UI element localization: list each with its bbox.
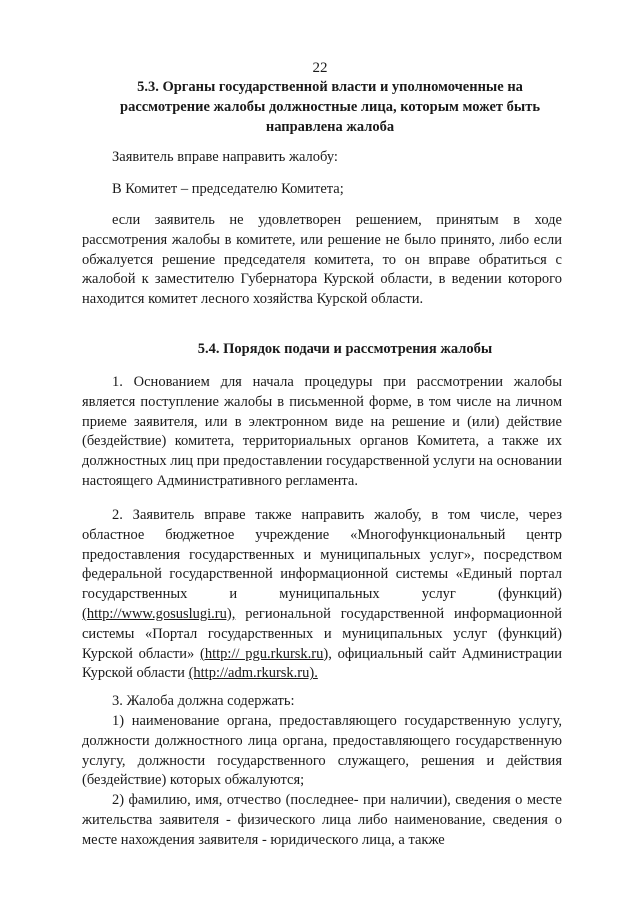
section-5-3-heading: 5.3. Органы государственной власти и уполномоченные на рассмотрение жалобы должностные лица, которым может быть направлена жалоба — [120, 79, 540, 135]
paragraph-2-text-after: официальный сайт Администрации Курской области — [82, 645, 562, 682]
paragraph-2-text-middle: региональной государственной информационной системы «Портал государственных и муниципальных услуг (функций) Курской области» — [82, 605, 563, 662]
section-5-3-paragraph-3: если заявитель не удовлетворен решением, принятым в ходе рассмотрения жалобы в комитете, или решение не было принято, либо если обжалуется решение председателя комитета, то он вправе обратиться с жалобой к заместителю Губернатора Курской области, в ведении которого находится комитет лесного хозяйства Курской области. — [82, 212, 562, 308]
gosuslugi-link[interactable]: (http://www.gosuslugi.ru), — [82, 605, 236, 622]
section-5-3-paragraph-1: Заявитель вправе направить жалобу: — [112, 149, 338, 165]
page-number: 22 — [312, 60, 328, 76]
section-5-4-heading: 5.4. Порядок подачи и рассмотрения жалобы — [197, 341, 493, 357]
adm-link[interactable]: (http://adm.rkursk.ru). — [188, 665, 318, 682]
section-5-4-paragraph-2 — [82, 506, 562, 684]
section-5-4-paragraph-3: 3. Жалоба должна содержать: — [112, 693, 295, 709]
paragraph-2-text-before: 2. Заявитель вправе также направить жалобу, в том числе, через областное бюджетное учреждение «Многофункциональный центр предоставления государственных и муниципальных услуг», посредством федеральной государственной информационной системы «Единый портал государственных и муниципальных услуг (функций) — [82, 507, 562, 603]
pgu-link[interactable]: (http:// pgu.rkursk.ru), — [200, 645, 332, 662]
list-item-2: 2) фамилию, имя, отчество (последнее- при наличии), сведения о месте жительства заявителя - физического лица либо наименование, сведения о месте нахождения заявителя - юридического лица, а также — [82, 792, 562, 848]
section-5-3-paragraph-2: В Комитет – председателю Комитета; — [112, 181, 344, 197]
list-item-1: 1) наименование органа, предоставляющего государственную услугу, должности должностного лица органа, предоставляющего государственную услугу, должности государственного служащего, решения и действия (бездействие) которых обжалуются; — [82, 713, 562, 789]
section-5-4-paragraph-1: 1. Основанием для начала процедуры при рассмотрении жалобы является поступление жалобы в письменной форме, в том числе на личном приеме заявителя, или в электронном виде на решение и (или) действие (бездействие) комитета, территориальных органов Комитета, а также их должностных лиц при предоставлении государственной услуги на основании настоящего Административного регламента. — [82, 374, 562, 489]
